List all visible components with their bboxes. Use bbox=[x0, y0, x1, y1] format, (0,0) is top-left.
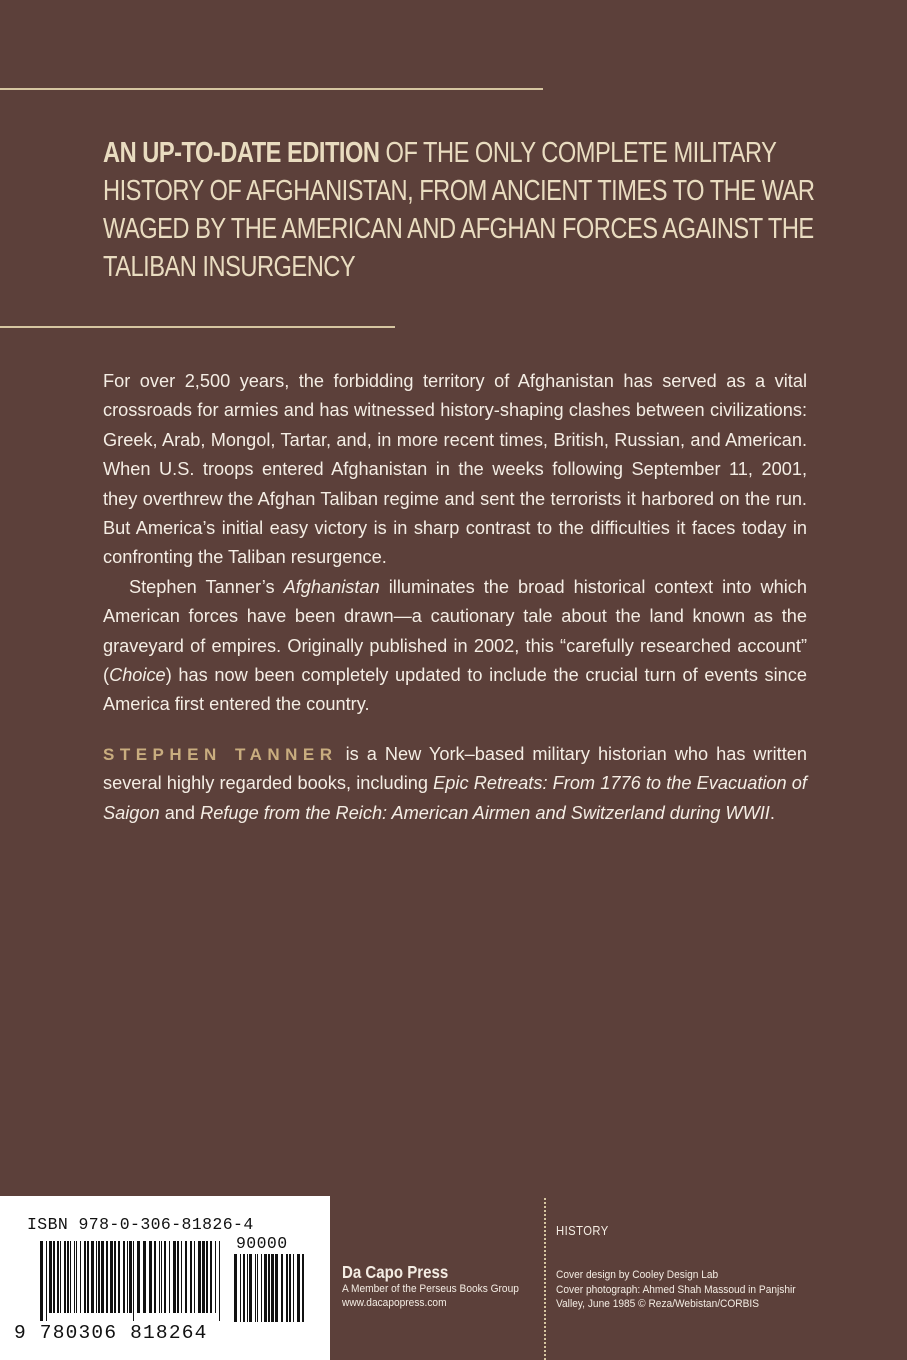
paragraph-1: For over 2,500 years, the forbidding territory of Afghanistan has served as a vital crossroads for armies and has witnessed history-shaping clashes between civilizations: Greek, Arab, Mongol, Tartar, and, in more recent times, British, Russian, and American. When U.S. troops entered Afghanistan in the weeks following September 11, 2001, they overthrew the Afghan Taliban regime and sent the terrorists it harbored on the run. But America’s initial easy victory is in sharp contrast to the difficulties it faces today in confronting the Taliban resurgence. bbox=[103, 371, 807, 568]
book-title: Afghanistan bbox=[283, 576, 380, 597]
publisher-name: Da Capo Press bbox=[342, 1262, 449, 1282]
description bbox=[103, 367, 807, 828]
photo-credit-line-1: Cover photograph: Ahmed Shah Massoud in Panjshir bbox=[556, 1283, 796, 1296]
middle-rule bbox=[0, 326, 395, 328]
barcode-panel bbox=[0, 1196, 330, 1360]
design-credit: Cover design by Cooley Design Lab bbox=[556, 1269, 719, 1281]
book-2-title: Refuge from the Reich: American Airmen and Switzerland during WWII bbox=[200, 802, 770, 823]
quote-source: Choice bbox=[109, 665, 166, 686]
credits-block bbox=[556, 1224, 822, 1312]
author-name: STEPHEN TANNER bbox=[103, 744, 338, 764]
barcode-addon-bars-icon bbox=[234, 1254, 308, 1322]
author-bio bbox=[103, 740, 807, 828]
price-code: 90000 bbox=[236, 1234, 288, 1253]
publisher-url: www.dacapopress.com bbox=[342, 1297, 447, 1309]
isbn-label: ISBN 978-0-306-81826-4 bbox=[27, 1215, 254, 1234]
publisher-block bbox=[342, 1262, 539, 1310]
publisher-member: A Member of the Perseus Books Group bbox=[342, 1283, 519, 1295]
author-bio-part-3: . bbox=[769, 802, 775, 823]
paragraph-2 bbox=[103, 573, 807, 720]
photo-credit-line-2: Valley, June 1985 © Reza/Webistan/CORBIS bbox=[556, 1298, 760, 1310]
paragraph-2-part-2: illuminates the broad historical context into which American forces have been drawn—a cautionary tale about the land known as the graveyard of empires. Originally published in 2002, this “carefully researched account” ( bbox=[103, 576, 807, 686]
paragraph-2-part-1: Stephen Tanner’s bbox=[129, 576, 284, 597]
book-1-title: Epic Retreats: From 1776 to the Evacuation of Saigon bbox=[103, 773, 807, 823]
barcode-digits: 9 780306 818264 bbox=[14, 1322, 208, 1344]
headline-rest: OF THE ONLY COMPLETE MILITARY HISTORY OF AFGHANISTAN, FROM ANCIENT TIMES TO THE WAR WAGED BY THE AMERICAN AND AFGHAN FORCES AGAINST THE TALIBAN INSURGENCY bbox=[103, 137, 815, 283]
category-label: HISTORY bbox=[556, 1224, 609, 1238]
headline-lead: AN UP-TO-DATE EDITION bbox=[103, 137, 380, 169]
barcode-bars-icon bbox=[40, 1241, 224, 1321]
dotted-divider bbox=[544, 1198, 546, 1360]
author-bio-part-2: and bbox=[159, 802, 201, 823]
paragraph-2-part-3: ) has now been completely updated to include the crucial turn of events since America first entered the country. bbox=[103, 665, 807, 715]
headline bbox=[103, 134, 843, 286]
top-rule bbox=[0, 88, 543, 90]
author-bio-part-1: is a New York–based military historian who has written several highly regarded books, including bbox=[103, 743, 807, 794]
